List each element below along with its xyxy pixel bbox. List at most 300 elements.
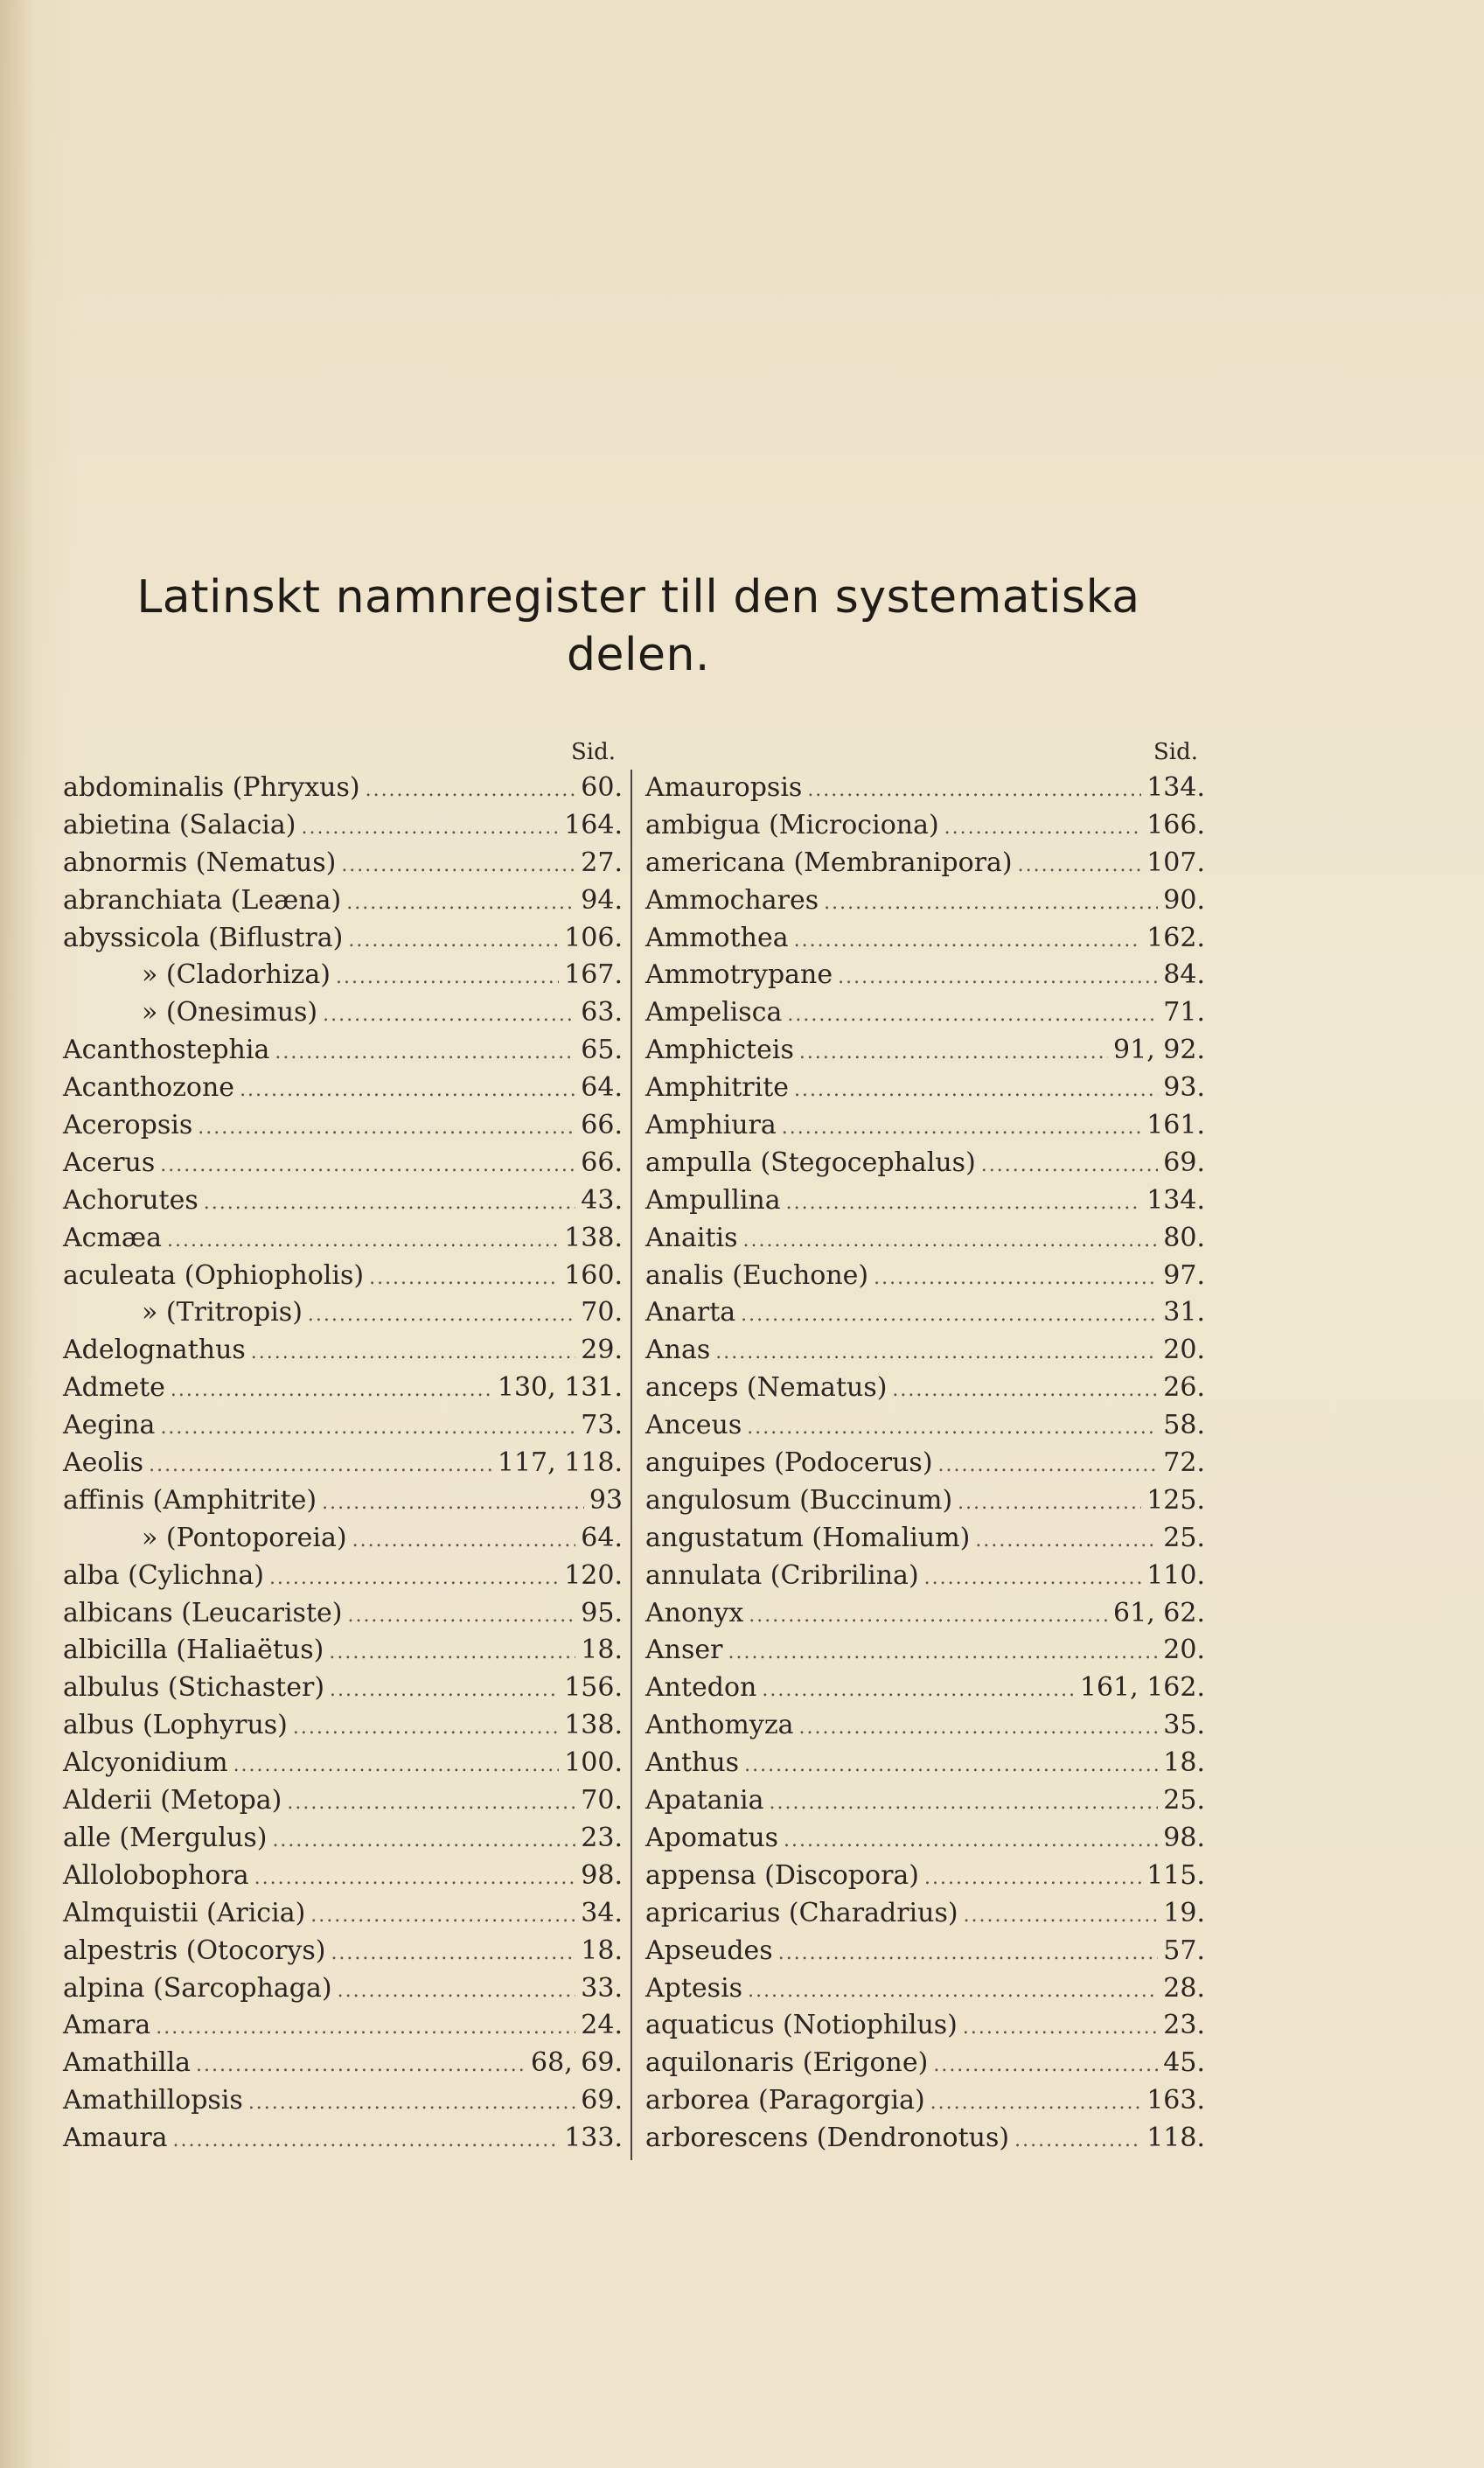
index-entry	[63, 1632, 623, 1670]
leader-dots	[369, 1260, 559, 1298]
entry-name: albulus (Stichaster)	[63, 1672, 325, 1704]
index-entry	[63, 994, 623, 1032]
entry-page-number: 18.	[581, 1635, 623, 1666]
entry-page-number: 71.	[1163, 997, 1205, 1028]
entry-page-number: 70.	[581, 1785, 623, 1816]
leader-dots	[173, 2123, 560, 2160]
entry-page-number: 138.	[564, 1222, 623, 1253]
entry-page-number: 26.	[1163, 1372, 1205, 1404]
entry-page-number: 35.	[1163, 1710, 1205, 1741]
entry-name: ambigua (Microciona)	[645, 809, 939, 840]
leader-dots	[787, 997, 1158, 1035]
entry-page-number: 125.	[1146, 1484, 1205, 1516]
leader-dots	[824, 885, 1158, 923]
entry-name: Adelognathus	[63, 1335, 246, 1366]
entry-name: Acmæa	[63, 1222, 162, 1253]
entry-page-number: 28.	[1163, 1972, 1205, 2004]
entry-page-number: 163.	[1146, 2085, 1205, 2116]
index-entry	[645, 1107, 1205, 1145]
entry-page-number: 93.	[1163, 1072, 1205, 1104]
entry-page-number: 98.	[1163, 1822, 1205, 1853]
entry-page-number: 160.	[564, 1259, 623, 1291]
entry-page-number: 20.	[1163, 1635, 1205, 1666]
entry-page-number: 66.	[581, 1147, 623, 1178]
index-entry	[645, 1782, 1205, 1820]
entry-page-number: 18.	[1163, 1747, 1205, 1779]
index-entry	[63, 2120, 623, 2158]
leader-dots	[330, 1672, 559, 1710]
index-entry	[63, 2045, 623, 2082]
page-column-header: Sid.	[1153, 739, 1198, 765]
index-column-right	[645, 735, 1205, 2158]
leader-dots	[748, 1973, 1158, 2011]
entry-page-number: 24.	[581, 2010, 623, 2041]
index-entry	[645, 1445, 1205, 1482]
entry-name: Anthus	[645, 1747, 740, 1779]
index-entry	[63, 1070, 623, 1107]
index-entry	[63, 1332, 623, 1370]
index-entry	[63, 807, 623, 845]
index-entry	[645, 1258, 1205, 1295]
entry-name: Anarta	[645, 1297, 736, 1328]
entry-name: aculeata (Ophiopholis)	[63, 1259, 365, 1291]
entry-page-number: 61, 62.	[1113, 1597, 1205, 1628]
title-line-1: Latinskt namnregister till den systematiska	[136, 571, 1140, 624]
entry-page-number: 33.	[581, 1972, 623, 2004]
leader-dots	[975, 1523, 1158, 1560]
leader-dots	[251, 1335, 575, 1372]
entry-name: » (Cladorhiza)	[142, 959, 331, 991]
index-entry	[63, 1520, 623, 1558]
index-entry	[63, 2082, 623, 2120]
entry-page-number: 130, 131.	[497, 1372, 623, 1404]
leader-dots	[933, 2047, 1158, 2085]
entry-page-number: 134.	[1146, 1184, 1205, 1216]
leader-dots	[167, 1223, 559, 1260]
index-entry	[645, 1407, 1205, 1445]
leader-dots	[160, 1147, 575, 1185]
entry-name: Amphitrite	[645, 1072, 790, 1104]
entry-name: angulosum (Buccinum)	[645, 1484, 953, 1516]
entry-name: » (Tritropis)	[142, 1297, 303, 1328]
index-entry	[63, 1482, 623, 1520]
entry-name: Apseudes	[645, 1935, 773, 1966]
entry-page-number: 133.	[564, 2123, 623, 2154]
entry-page-number: 161, 162.	[1079, 1672, 1205, 1704]
leader-dots	[958, 1485, 1141, 1523]
entry-name: Admete	[63, 1372, 165, 1404]
leader-dots	[331, 1935, 575, 1973]
entry-name: Achorutes	[63, 1184, 199, 1216]
entry-name: Amathillopsis	[63, 2085, 243, 2116]
leader-dots	[149, 1447, 492, 1485]
entry-name: » (Pontoporeia)	[142, 1522, 347, 1553]
index-entry	[63, 1707, 623, 1745]
entry-page-number: 94.	[581, 884, 623, 916]
leader-dots	[715, 1335, 1158, 1372]
entry-page-number: 164.	[564, 809, 623, 840]
index-entry	[645, 994, 1205, 1032]
entry-page-number: 162.	[1146, 922, 1205, 953]
entry-page-number: 97.	[1163, 1259, 1205, 1291]
entry-name: Allolobophora	[63, 1859, 249, 1891]
leader-dots	[743, 1223, 1159, 1260]
entry-page-number: 134.	[1146, 772, 1205, 803]
index-entry	[645, 1145, 1205, 1182]
entry-page-number: 72.	[1163, 1447, 1205, 1479]
leader-dots	[782, 1110, 1141, 1147]
entry-page-number: 20.	[1163, 1335, 1205, 1366]
index-entry	[645, 2120, 1205, 2158]
leader-dots	[770, 1785, 1159, 1823]
entry-name: Apomatus	[645, 1822, 779, 1853]
index-entry	[63, 1445, 623, 1482]
entry-name: albus (Lophyrus)	[63, 1710, 288, 1741]
leader-dots	[964, 1898, 1159, 1935]
index-entry	[645, 1032, 1205, 1070]
page-title	[52, 568, 1224, 684]
index-entry	[63, 1858, 623, 1895]
entry-page-number: 117, 118.	[497, 1447, 623, 1479]
entry-name: abyssicola (Biflustra)	[63, 922, 344, 953]
entry-name: Aceropsis	[63, 1110, 193, 1141]
index-entry	[63, 1370, 623, 1407]
leader-dots	[1014, 2123, 1141, 2160]
entry-name: arborea (Paragorgia)	[645, 2085, 925, 2116]
leader-dots	[338, 1973, 576, 2011]
entry-page-number: 29.	[581, 1335, 623, 1366]
entry-page-number: 69.	[1163, 1147, 1205, 1178]
leader-dots	[807, 772, 1141, 810]
entry-name: Amaura	[63, 2123, 168, 2154]
index-entry	[645, 920, 1205, 958]
index-entry	[63, 1107, 623, 1145]
index-entry	[645, 1632, 1205, 1670]
entry-name: ampulla (Stegocephalus)	[645, 1147, 976, 1178]
index-entry	[63, 2007, 623, 2045]
index-column-left	[63, 735, 623, 2158]
entry-name: Amauropsis	[645, 772, 803, 803]
index-entry	[645, 1595, 1205, 1633]
leader-dots	[336, 959, 559, 997]
leader-dots	[329, 1635, 575, 1672]
leader-dots	[762, 1672, 1074, 1710]
entry-name: Amphicteis	[645, 1035, 794, 1066]
entry-name: Anser	[645, 1635, 723, 1666]
index-entry	[63, 770, 623, 807]
index-entry	[645, 1370, 1205, 1407]
entry-page-number: 80.	[1163, 1222, 1205, 1253]
entry-name: anceps (Nematus)	[645, 1372, 888, 1404]
leader-dots	[1018, 847, 1142, 885]
entry-name: Antedon	[645, 1672, 757, 1704]
index-list-left	[63, 770, 623, 2158]
leader-dots	[248, 2085, 575, 2123]
entry-page-number: 68, 69.	[531, 2047, 623, 2079]
entry-name: Amathilla	[63, 2047, 192, 2079]
entry-name: angustatum (Homalium)	[645, 1522, 971, 1553]
leader-dots	[924, 1860, 1141, 1898]
index-entry	[63, 1595, 623, 1633]
index-entry	[645, 1558, 1205, 1595]
leader-dots	[786, 1185, 1142, 1223]
index-entry	[645, 807, 1205, 845]
entry-name: arborescens (Dendronotus)	[645, 2123, 1010, 2154]
index-entry	[645, 2082, 1205, 2120]
entry-name: Acanthostephia	[63, 1035, 270, 1066]
leader-dots	[892, 1372, 1158, 1410]
index-entry	[645, 1670, 1205, 1707]
leader-dots	[310, 1898, 575, 1935]
index-entry	[645, 1220, 1205, 1258]
entry-name: Amara	[63, 2010, 151, 2041]
entry-name: Aeolis	[63, 1447, 144, 1479]
entry-name: Ampullina	[645, 1184, 781, 1216]
entry-name: » (Onesimus)	[142, 997, 318, 1028]
index-entry	[645, 1294, 1205, 1332]
index-entry	[645, 1332, 1205, 1370]
index-entry	[645, 2007, 1205, 2045]
entry-page-number: 118.	[1146, 2123, 1205, 2154]
leader-dots	[198, 1110, 575, 1147]
index-entry	[645, 1182, 1205, 1220]
leader-dots	[233, 1747, 560, 1785]
leader-dots	[287, 1785, 575, 1823]
index-entry	[63, 1782, 623, 1820]
leader-dots	[346, 885, 575, 923]
entry-name: affinis (Amphitrite)	[63, 1484, 317, 1516]
entry-name: Ampelisca	[645, 997, 783, 1028]
leader-dots	[352, 1523, 576, 1560]
entry-page-number: 156.	[564, 1672, 623, 1704]
entry-name: Ammochares	[645, 884, 819, 916]
index-entry	[63, 920, 623, 958]
index-entry	[63, 1820, 623, 1858]
entry-name: alpina (Sarcophaga)	[63, 1972, 332, 2004]
entry-page-number: 66.	[581, 1110, 623, 1141]
leader-dots	[269, 1560, 559, 1598]
entry-page-number: 98.	[581, 1859, 623, 1891]
entry-name: Anthomyza	[645, 1710, 794, 1741]
index-entry	[63, 1182, 623, 1220]
leader-dots	[341, 847, 575, 885]
index-entry	[63, 957, 623, 994]
entry-name: abdominalis (Phryxus)	[63, 772, 360, 803]
entry-page-number: 27.	[581, 847, 623, 878]
index-entry	[645, 1970, 1205, 2008]
index-entry	[63, 1745, 623, 1782]
index-entry	[645, 1933, 1205, 1970]
leader-dots	[963, 2010, 1158, 2047]
leader-dots	[728, 1635, 1158, 1672]
entry-name: alpestris (Otocorys)	[63, 1935, 326, 1966]
entry-name: Anas	[645, 1335, 711, 1366]
entry-name: analis (Euchone)	[645, 1259, 869, 1291]
entry-name: alle (Mergulus)	[63, 1822, 268, 1853]
leader-dots	[275, 1035, 575, 1072]
index-entry	[63, 1933, 623, 1970]
leader-dots	[744, 1747, 1158, 1785]
entry-page-number: 70.	[581, 1297, 623, 1328]
leader-dots	[938, 1447, 1159, 1485]
title-line-2: delen.	[567, 629, 710, 681]
entry-page-number: 115.	[1146, 1859, 1205, 1891]
leader-dots	[308, 1297, 575, 1335]
index-entry	[63, 1220, 623, 1258]
entry-name: Aegina	[63, 1410, 156, 1441]
entry-page-number: 110.	[1146, 1559, 1205, 1591]
page-column-header: Sid.	[570, 739, 616, 765]
leader-dots	[254, 1860, 576, 1898]
index-entry	[645, 957, 1205, 994]
entry-page-number: 73.	[581, 1410, 623, 1441]
index-entry	[645, 882, 1205, 920]
entry-name: anguipes (Podocerus)	[645, 1447, 933, 1479]
leader-dots	[293, 1710, 559, 1747]
entry-page-number: 64.	[581, 1522, 623, 1553]
entry-page-number: 64.	[581, 1072, 623, 1104]
entry-name: Anaitis	[645, 1222, 738, 1253]
entry-name: aquilonaris (Erigone)	[645, 2047, 929, 2079]
index-entry	[63, 1032, 623, 1070]
entry-name: Aptesis	[645, 1972, 743, 2004]
entry-name: alba (Cylichna)	[63, 1559, 264, 1591]
entry-name: Acanthozone	[63, 1072, 235, 1104]
leader-dots	[794, 1072, 1158, 1110]
index-entry	[645, 2045, 1205, 2082]
entry-page-number: 23.	[1163, 2010, 1205, 2041]
entry-page-number: 65.	[581, 1035, 623, 1066]
index-entry	[645, 1520, 1205, 1558]
entry-page-number: 138.	[564, 1710, 623, 1741]
entry-page-number: 43.	[581, 1184, 623, 1216]
leader-dots	[196, 2047, 526, 2085]
index-entry	[63, 1970, 623, 2008]
entry-page-number: 25.	[1163, 1785, 1205, 1816]
index-entry	[645, 1820, 1205, 1858]
entry-page-number: 91, 92.	[1113, 1035, 1205, 1066]
index-entry	[63, 845, 623, 882]
leader-dots	[778, 1935, 1159, 1973]
entry-name: Amphiura	[645, 1110, 777, 1141]
entry-page-number: 106.	[564, 922, 623, 953]
entry-page-number: 167.	[564, 959, 623, 991]
entry-name: Ammotrypane	[645, 959, 833, 991]
leader-dots	[348, 923, 559, 960]
entry-page-number: 19.	[1163, 1897, 1205, 1928]
entry-name: apricarius (Charadrius)	[645, 1897, 958, 1928]
index-entry	[63, 1294, 623, 1332]
entry-name: Alderii (Metopa)	[63, 1785, 282, 1816]
index-entry	[645, 845, 1205, 882]
entry-name: aquaticus (Notiophilus)	[645, 2010, 958, 2041]
entry-name: americana (Membranipora)	[645, 847, 1013, 878]
entry-page-number: 23.	[581, 1822, 623, 1853]
entry-name: appensa (Discopora)	[645, 1859, 919, 1891]
leader-dots	[944, 810, 1142, 847]
entry-name: abranchiata (Leæna)	[63, 884, 342, 916]
entry-page-number: 107.	[1146, 847, 1205, 878]
entry-name: Apatania	[645, 1785, 764, 1816]
leader-dots	[794, 923, 1142, 960]
entry-name: abietina (Salacia)	[63, 809, 296, 840]
leader-dots	[322, 1485, 584, 1523]
entry-name: Anonyx	[645, 1597, 744, 1628]
leader-dots	[366, 772, 576, 810]
leader-dots	[741, 1297, 1158, 1335]
index-entry	[63, 1558, 623, 1595]
leader-dots	[301, 810, 559, 847]
index-entry	[645, 1482, 1205, 1520]
index-entry	[645, 1070, 1205, 1107]
entry-name: Ammothea	[645, 922, 789, 953]
leader-dots	[240, 1072, 575, 1110]
leader-dots	[323, 997, 575, 1035]
entry-page-number: 45.	[1163, 2047, 1205, 2079]
leader-dots	[747, 1410, 1158, 1447]
entry-name: annulata (Cribrilina)	[645, 1559, 919, 1591]
entry-page-number: 120.	[564, 1559, 623, 1591]
leader-dots	[160, 1410, 575, 1447]
index-entry	[63, 1407, 623, 1445]
entry-name: albicilla (Haliaëtus)	[63, 1635, 324, 1666]
entry-name: Alcyonidium	[63, 1747, 228, 1779]
entry-page-number: 93	[589, 1484, 623, 1516]
leader-dots	[204, 1185, 576, 1223]
leader-dots	[156, 2010, 575, 2047]
leader-dots	[171, 1372, 492, 1410]
leader-dots	[981, 1147, 1158, 1185]
entry-page-number: 100.	[564, 1747, 623, 1779]
entry-page-number: 18.	[581, 1935, 623, 1966]
index-entry	[63, 1670, 623, 1707]
entry-page-number: 69.	[581, 2085, 623, 2116]
index-entry	[63, 882, 623, 920]
index-entry	[645, 1895, 1205, 1933]
leader-dots	[272, 1823, 575, 1860]
index-entry	[645, 1707, 1205, 1745]
leader-dots	[924, 1560, 1142, 1598]
entry-page-number: 161.	[1146, 1110, 1205, 1141]
entry-name: albicans (Leucariste)	[63, 1597, 343, 1628]
leader-dots	[347, 1598, 575, 1635]
column-divider	[631, 770, 632, 2160]
entry-name: abnormis (Nematus)	[63, 847, 337, 878]
entry-page-number: 60.	[581, 772, 623, 803]
leader-dots	[784, 1823, 1158, 1860]
index-list-right	[645, 770, 1205, 2158]
entry-name: Almquistii (Aricia)	[63, 1897, 306, 1928]
index-entry	[63, 1895, 623, 1933]
leader-dots	[799, 1035, 1108, 1072]
leader-dots	[930, 2085, 1142, 2123]
entry-page-number: 95.	[581, 1597, 623, 1628]
entry-name: Anceus	[645, 1410, 742, 1441]
entry-page-number: 166.	[1146, 809, 1205, 840]
entry-page-number: 58.	[1163, 1410, 1205, 1441]
entry-name: Acerus	[63, 1147, 156, 1178]
leader-dots	[749, 1598, 1108, 1635]
leader-dots	[874, 1260, 1158, 1298]
entry-page-number: 90.	[1163, 884, 1205, 916]
index-entry	[645, 1745, 1205, 1782]
entry-page-number: 25.	[1163, 1522, 1205, 1553]
entry-page-number: 31.	[1163, 1297, 1205, 1328]
entry-page-number: 57.	[1163, 1935, 1205, 1966]
index-entry	[645, 770, 1205, 807]
index-entry	[63, 1145, 623, 1182]
entry-page-number: 63.	[581, 997, 623, 1028]
